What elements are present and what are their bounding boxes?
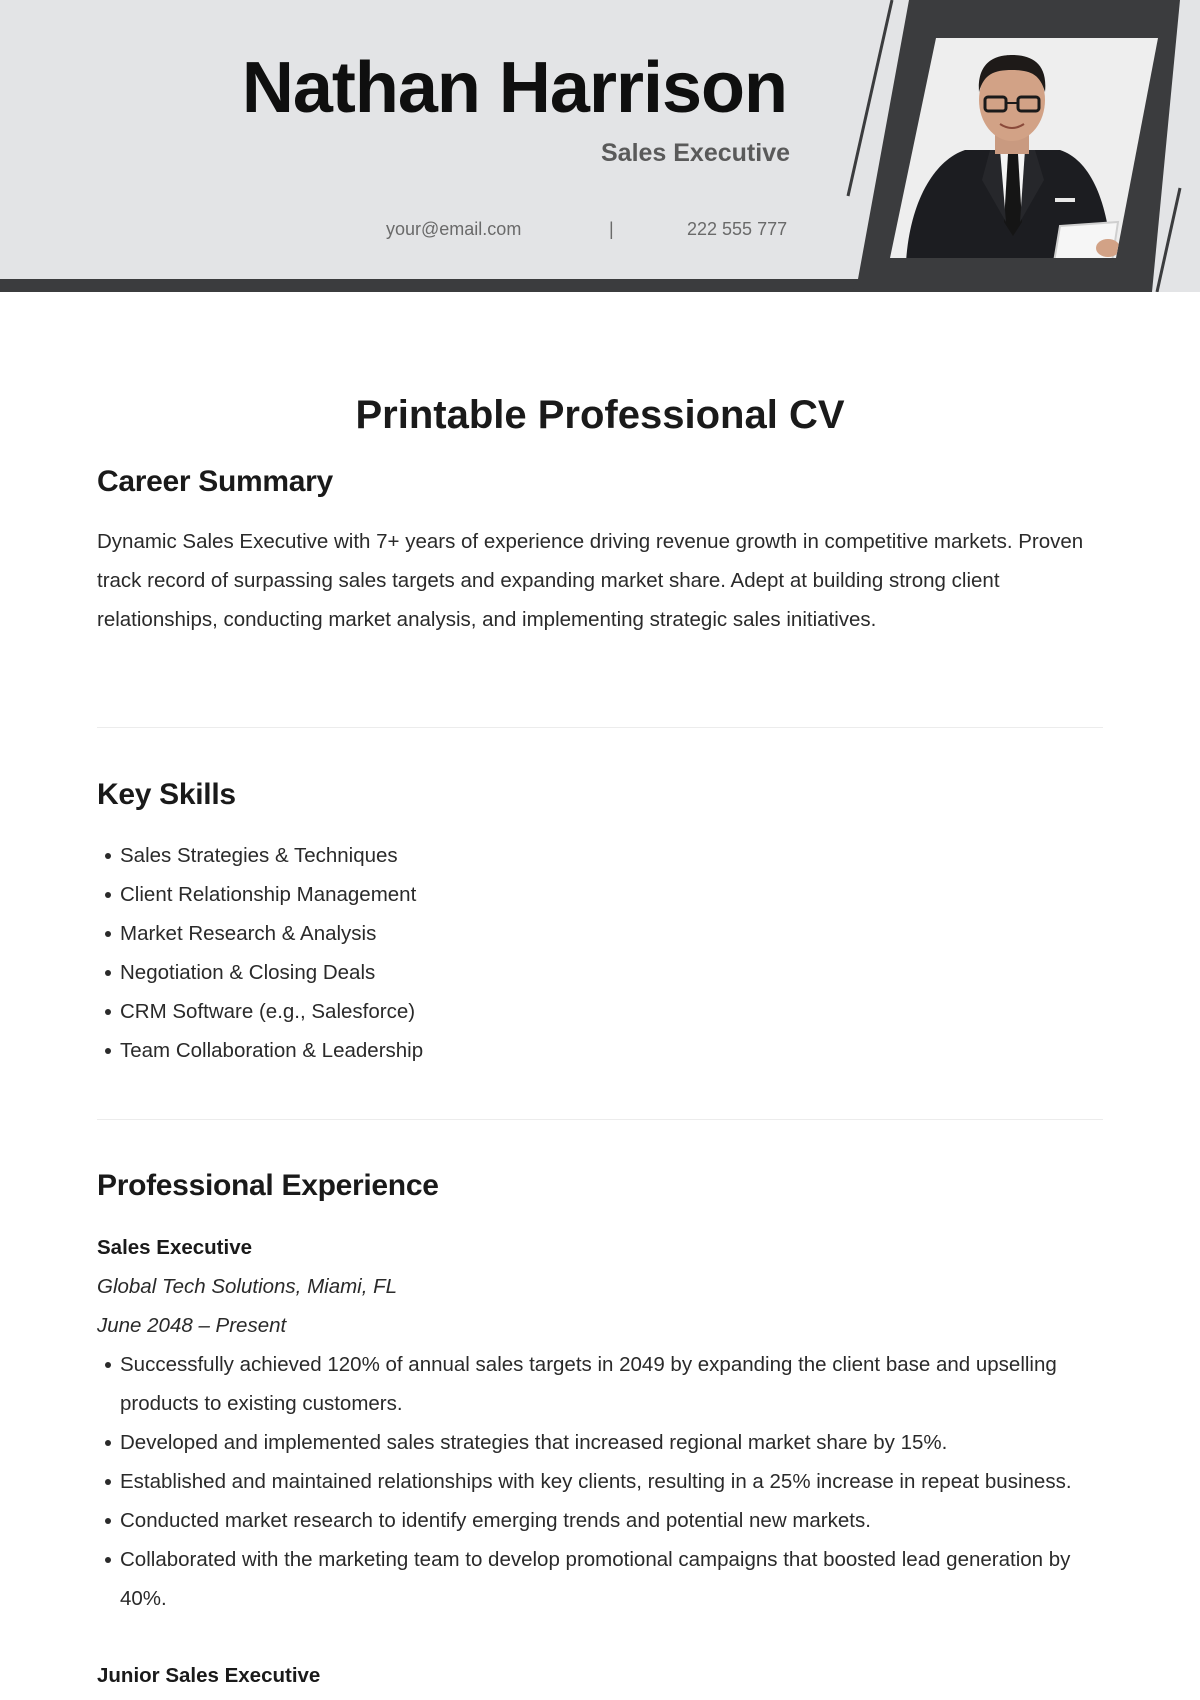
list-item: Conducted market research to identify emerging trends and potential new markets. bbox=[97, 1501, 1087, 1540]
list-item: Successfully achieved 120% of annual sales targets in 2049 by expanding the client base and upselling products to existing customers. bbox=[97, 1345, 1087, 1423]
list-item: Collaborated with the marketing team to develop promotional campaigns that boosted lead generation by 40%. bbox=[97, 1540, 1087, 1618]
skills-list bbox=[97, 836, 423, 1070]
resume-header bbox=[0, 0, 1200, 292]
section-divider bbox=[97, 727, 1103, 728]
list-item: Negotiation & Closing Deals bbox=[97, 953, 423, 992]
list-item: Client Relationship Management bbox=[97, 875, 423, 914]
list-item: Developed and implemented sales strategies that increased regional market share by 15%. bbox=[97, 1423, 1087, 1462]
job-title: Sales Executive bbox=[97, 1236, 252, 1259]
contact-phone: 222 555 777 bbox=[687, 219, 788, 239]
job-company: Global Tech Solutions, Miami, FL bbox=[97, 1275, 398, 1298]
experience-heading: Professional Experience bbox=[97, 1169, 439, 1202]
list-item: CRM Software (e.g., Salesforce) bbox=[97, 992, 423, 1031]
career-summary-text: Dynamic Sales Executive with 7+ years of experience driving revenue growth in competitive markets. Proven track record of surpassing sales targets and expanding market share. Adept at building strong client relationships, conducting market analysis, and implementing strategic sales initiatives. bbox=[97, 530, 1084, 631]
list-item: Team Collaboration & Leadership bbox=[97, 1031, 423, 1070]
key-skills-heading: Key Skills bbox=[97, 778, 236, 811]
job-dates: June 2048 – Present bbox=[97, 1314, 287, 1337]
list-item: Established and maintained relationships with key clients, resulting in a 25% increase in repeat business. bbox=[97, 1462, 1087, 1501]
list-item: Sales Strategies & Techniques bbox=[97, 836, 423, 875]
candidate-name: Nathan Harrison bbox=[241, 48, 787, 128]
contact-separator: | bbox=[609, 219, 614, 239]
candidate-role: Sales Executive bbox=[600, 139, 790, 167]
job-achievements-list bbox=[97, 1345, 1087, 1618]
job-title: Junior Sales Executive bbox=[97, 1664, 321, 1687]
contact-email: your@email.com bbox=[386, 219, 522, 239]
list-item: Market Research & Analysis bbox=[97, 914, 423, 953]
section-divider bbox=[97, 1119, 1103, 1120]
document-title: Printable Professional CV bbox=[355, 393, 845, 437]
career-summary-heading: Career Summary bbox=[97, 465, 333, 498]
